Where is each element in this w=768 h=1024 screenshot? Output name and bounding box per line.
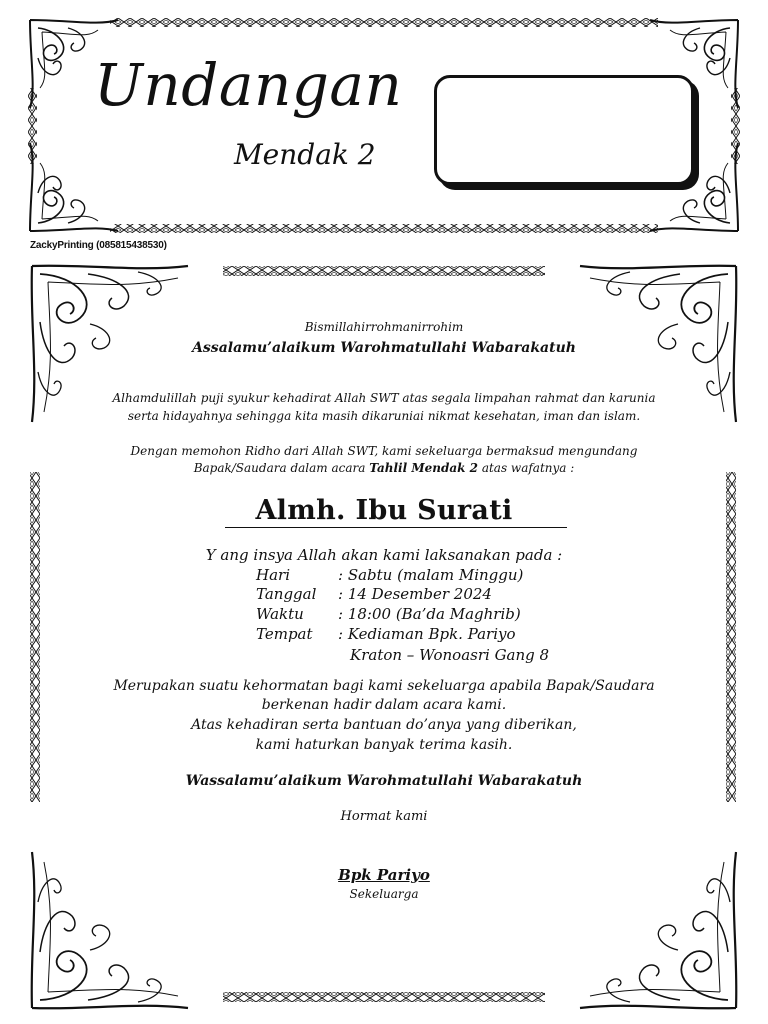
host-role: Sekeluarga [349, 887, 419, 901]
detail-value-tanggal: : 14 Desember 2024 [338, 585, 492, 603]
bismillah-text: Bismillahirrohmanirrohim [304, 320, 464, 334]
regards-text: Hormat kami [340, 809, 428, 824]
host-name: Bpk Pariyo [338, 866, 430, 884]
recipient-address-box [434, 75, 694, 185]
invite-line-2 [0, 461, 768, 475]
intro-line-2: serta hidayahnya sehingga kita masih dikaruniai nikmat kesehatan, iman dan islam. [127, 409, 641, 423]
schedule-intro: Y ang insya Allah akan kami laksanakan pada : [205, 546, 563, 564]
closing-line-4: kami haturkan banyak terima kasih. [255, 737, 513, 753]
closing-salam: Wassalamu’alaikum Warohmatullahi Wabarakatuh [185, 773, 583, 789]
invite-line-2-pre: Bapak/Saudara dalam acara [193, 461, 370, 475]
detail-value-tempat: : Kediaman Bpk. Pariyo [338, 625, 516, 643]
closing-line-2: berkenan hadir dalam acara kami. [261, 697, 507, 713]
name-underline [225, 527, 567, 528]
detail-label-tanggal: Tanggal [256, 585, 317, 603]
invite-line-2-post: atas wafatnya : [478, 461, 575, 475]
closing-line-1: Merupakan suatu kehormatan bagi kami sekeluarga apabila Bapak/Saudara [113, 678, 655, 694]
intro-line-1: Alhamdulillah puji syukur kehadirat Allah SWT atas segala limpahan rahmat dan karunia [112, 391, 656, 405]
closing-line-3: Atas kehadiran serta bantuan do’anya yang diberikan, [191, 717, 577, 733]
envelope-subtitle: Mendak 2 [234, 138, 376, 171]
event-name: Tahlil Mendak 2 [369, 461, 479, 475]
detail-value-hari: : Sabtu (malam Minggu) [338, 566, 524, 584]
address-line-2: Kraton – Wonoasri Gang 8 [350, 646, 550, 664]
detail-label-hari: Hari [256, 566, 290, 584]
envelope-title: Undangan [94, 51, 403, 119]
invite-line-1: Dengan memohon Ridho dari Allah SWT, kami sekeluarga bermaksud mengundang [130, 444, 638, 458]
detail-label-waktu: Waktu [256, 605, 304, 623]
opening-salam: Assalamu’alaikum Warohmatullahi Wabarakatuh [192, 340, 576, 356]
deceased-name: Almh. Ibu Surati [255, 495, 513, 526]
detail-label-tempat: Tempat [256, 625, 313, 643]
detail-value-waktu: : 18:00 (Ba’da Maghrib) [338, 605, 521, 623]
printer-credit: ZackyPrinting (085815438530) [30, 240, 167, 251]
